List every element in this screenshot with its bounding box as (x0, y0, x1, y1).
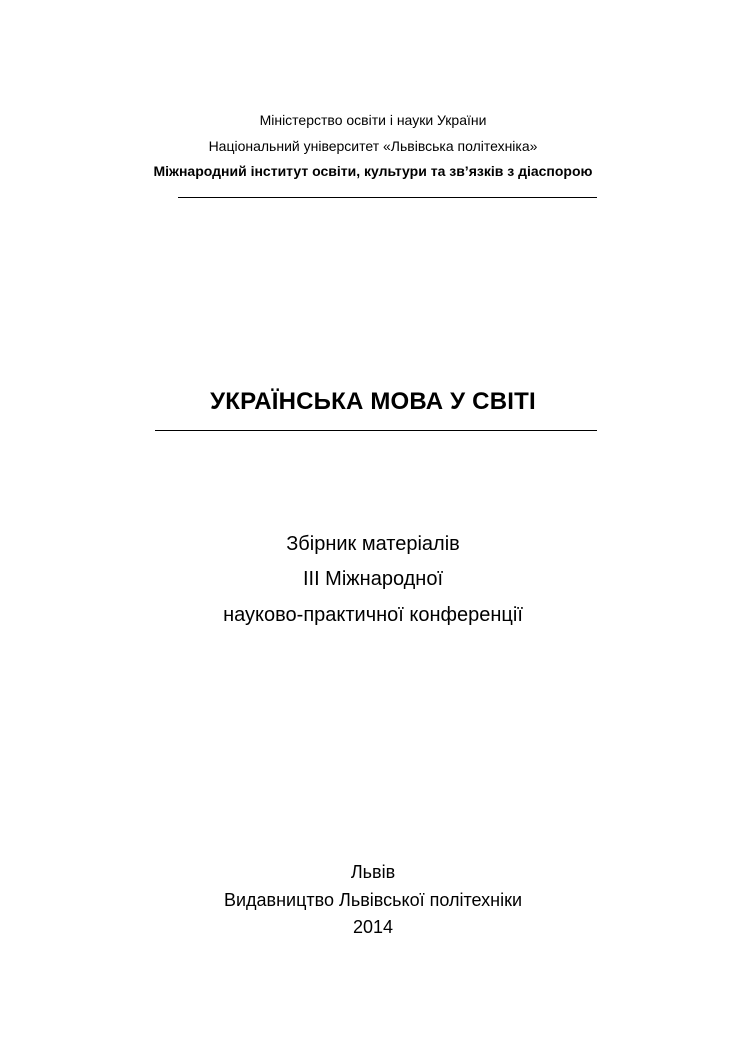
university-text: Національний університет «Львівська політехніка» (208, 138, 538, 154)
header-divider (178, 197, 597, 198)
imprint-year: 2014 (352, 917, 394, 937)
imprint-publisher: Видавництво Львівської політехніки (223, 890, 523, 910)
institute-text: Міжнародний інститут освіти, культури та зв’язків з діаспорою (153, 163, 593, 179)
subtitle-line-3: науково-практичної конференції (223, 604, 523, 626)
imprint-city: Львів (350, 862, 396, 882)
page-title: УКРАЇНСЬКА МОВА У СВІТІ (210, 388, 536, 415)
subtitle-line-2: ІІІ Міжнародної (302, 568, 444, 590)
subtitle-line-1: Збірник матеріалів (286, 533, 460, 555)
ministry-text: Міністерство освіти і науки України (259, 112, 487, 128)
title-divider (155, 430, 597, 431)
